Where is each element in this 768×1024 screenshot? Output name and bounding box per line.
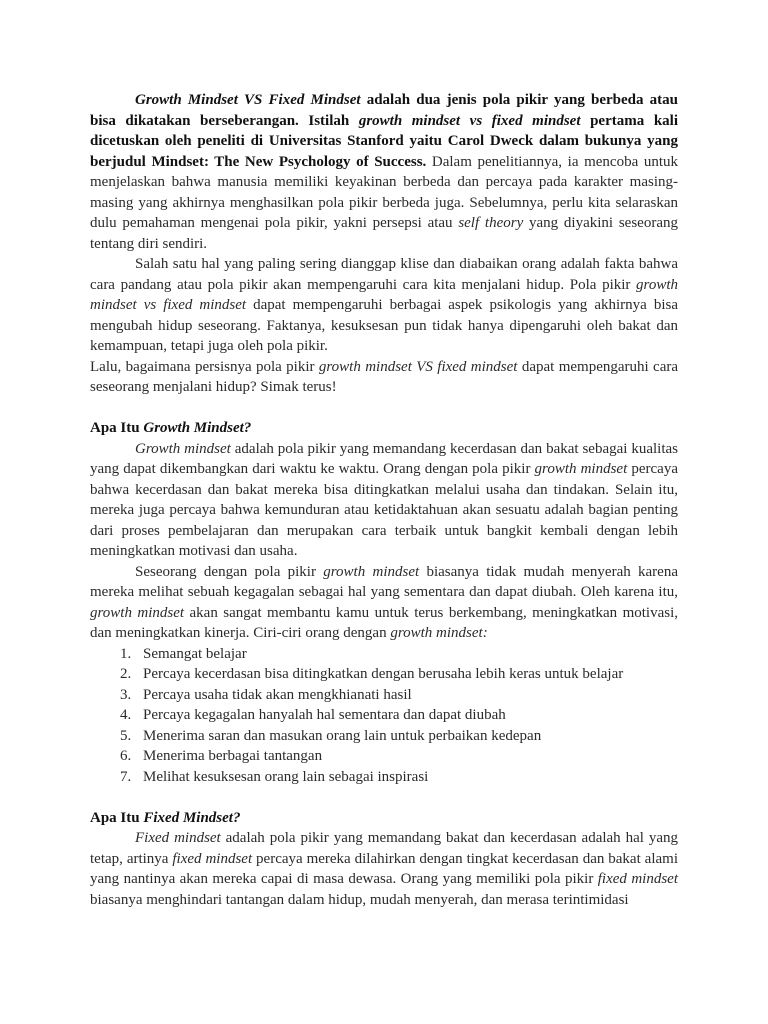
spacer xyxy=(90,787,678,808)
fixed-p1-text-2: percaya mereka dilahirkan dengan tingkat kecerdasan dan bakat alami yang nantinya akan mereka capai di masa dewasa. Orang yang memiliki pola pikir xyxy=(90,850,678,887)
growth-term-5: growth mindset: xyxy=(390,625,488,641)
p2-term-italic: growth mindset vs fixed mindset xyxy=(90,276,678,313)
intro-term-italic: growth mindset vs fixed mindset xyxy=(358,112,581,129)
growth-heading xyxy=(90,418,678,439)
fixed-paragraph-1 xyxy=(90,828,678,910)
fixed-term-3: fixed mindset xyxy=(597,871,678,887)
growth-term-3: growth mindset xyxy=(323,563,420,580)
growth-paragraph-1 xyxy=(90,439,678,562)
intro-bold-text-2: pertama kali dicetuskan oleh peneliti di Universitas Stanford yaitu Carol Dweck dalam bukunya yang berjudul Mindset: The New Psychology of Success. xyxy=(90,112,678,170)
growth-p2-text-3: akan sangat membantu kamu untuk terus berkembang, meningkatkan motivasi, dan meningkatkan kinerja. Ciri-ciri orang dengan xyxy=(90,604,678,641)
list-item: 3. Percaya usaha tidak akan mengkhianati hasil xyxy=(135,685,678,706)
list-item: 1. Semangat belajar xyxy=(135,644,678,665)
growth-term-4: growth mindset xyxy=(90,604,185,621)
intro-paragraph-3 xyxy=(90,357,678,398)
fixed-heading-italic: Fixed Mindset? xyxy=(143,809,241,826)
document-page xyxy=(90,90,678,910)
self-theory-italic: self theory xyxy=(458,215,524,231)
list-item: 2. Percaya kecerdasan bisa ditingkatkan dengan berusaha lebih keras untuk belajar xyxy=(135,664,678,685)
growth-p2-text-2: biasanya tidak mudah menyerah karena mereka melihat sebuah kegagalan sebagai hal yang sementara dan dapat diubah. Oleh karena itu, xyxy=(90,563,678,600)
spacer xyxy=(90,398,678,419)
growth-p1-text-2: percaya bahwa kecerdasan dan bakat mereka bisa ditingkatkan melalui usaha dan tindakan. Selain itu, mereka juga percaya bahwa kemunduran atau ketidaktahuan akan sesuatu adalah bagian penting dari proses pembelajaran dan merupakan cara terbaik untuk bangkit kembali dengan lebih meningkatkan motivasi dan usaha. xyxy=(90,461,678,559)
intro-title-italic: Growth Mindset VS Fixed Mindset xyxy=(135,92,361,108)
intro-paragraph-2 xyxy=(90,254,678,357)
growth-traits-list xyxy=(90,644,678,788)
growth-p1-text-1: adalah pola pikir yang memandang kecerdasan dan bakat sebagai kualitas yang dapat dikembangkan dari waktu ke waktu. Orang dengan pola pikir xyxy=(90,440,678,477)
growth-paragraph-2 xyxy=(90,562,678,644)
growth-heading-prefix: Apa Itu xyxy=(90,420,144,436)
fixed-p1-text-3: biasanya menghindari tantangan dalam hidup, mudah menyerah, dan merasa terintimidasi xyxy=(90,891,629,908)
growth-term-2: growth mindset xyxy=(534,461,628,477)
intro-bold-text-1: adalah dua jenis pola pikir yang berbeda atau bisa dikatakan berseberangan. Istilah xyxy=(90,92,678,129)
p2-text-1: Salah satu hal yang paling sering dianggap klise dan diabaikan orang adalah fakta bahwa cara pandang atau pola pikir akan mempengaruhi cara kita menjalani hidup. Pola pikir xyxy=(90,256,678,293)
fixed-heading xyxy=(90,808,678,829)
p2-text-2: dapat mempengaruhi berbagai aspek psikologis yang akhirnya bisa mengubah hidup seseorang. Faktanya, kesuksesan pun tidak hanya dipengaruhi oleh bakat dan kemampuan, tetapi juga oleh pola pikir. xyxy=(90,297,678,354)
list-item: 7. Melihat kesuksesan orang lain sebagai inspirasi xyxy=(135,767,678,788)
fixed-term-1: Fixed mindset xyxy=(135,830,221,846)
p3-term-italic: growth mindset VS fixed mindset xyxy=(318,358,518,375)
growth-p2-text-1: Seseorang dengan pola pikir xyxy=(135,563,324,580)
growth-term-1: Growth mindset xyxy=(135,440,231,457)
list-item: 6. Menerima berbagai tantangan xyxy=(135,746,678,767)
p3-text-2: dapat mempengaruhi cara seseorang menjalani hidup? Simak terus! xyxy=(90,358,679,395)
fixed-term-2: fixed mindset xyxy=(172,850,253,867)
p3-text-1: Lalu, bagaimana persisnya pola pikir xyxy=(90,358,319,375)
intro-paragraph-1 xyxy=(90,90,678,254)
intro-text-2: yang diyakini seseorang tentang diri sendiri. xyxy=(90,215,678,252)
fixed-heading-prefix: Apa Itu xyxy=(90,809,144,826)
fixed-p1-text-1: adalah pola pikir yang memandang bakat dan kecerdasan adalah hal yang tetap, artinya xyxy=(90,830,678,867)
growth-heading-italic: Growth Mindset? xyxy=(143,420,252,436)
list-item: 4. Percaya kegagalan hanyalah hal sementara dan dapat diubah xyxy=(135,705,678,726)
intro-text-1: Dalam penelitiannya, ia mencoba untuk menjelaskan bahwa manusia memiliki keyakinan berbeda dan percaya pada karakter masing-masing yang akhirnya menghasilkan pola pikir berbeda juga. Sebelumnya, perlu kita selaraskan dulu pemahaman mengenai pola pikir, yakni persepsi atau xyxy=(90,153,678,231)
list-item: 5. Menerima saran dan masukan orang lain untuk perbaikan kedepan xyxy=(135,726,678,747)
